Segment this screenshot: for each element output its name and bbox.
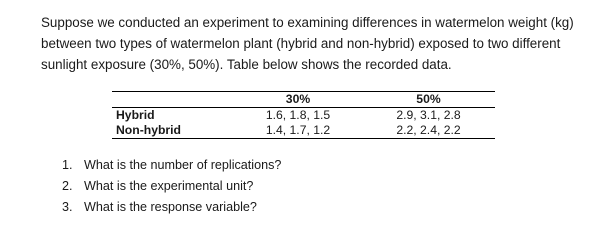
list-item <box>62 155 281 176</box>
table-cell: 1.4, 1.7, 1.2 <box>234 123 362 139</box>
question-number: 2. <box>62 179 73 193</box>
table-cell: 2.2, 2.4, 2.2 <box>362 123 495 139</box>
table-cell: 2.9, 3.1, 2.8 <box>396 108 461 122</box>
question-text: What is the number of replications? <box>84 158 282 172</box>
intro-paragraph <box>41 12 601 75</box>
table-row <box>112 123 495 139</box>
question-number: 3. <box>62 200 73 214</box>
question-text: What is the experimental unit? <box>84 179 254 193</box>
row-label: Non-hybrid <box>112 123 234 139</box>
question-text: What is the response variable? <box>84 200 257 214</box>
list-item <box>62 197 281 218</box>
table-cell: 1.6, 1.8, 1.5 <box>265 108 331 122</box>
table-header-row <box>112 92 495 108</box>
intro-line: Suppose we conducted an experiment to examining differences in watermelon weight (kg) <box>41 15 574 30</box>
table-row <box>112 108 495 124</box>
question-list <box>62 155 281 218</box>
list-item <box>62 176 281 197</box>
table-header-cell: 50% <box>362 92 495 108</box>
table-header-cell: 30% <box>234 92 362 108</box>
table-header-cell <box>112 92 234 108</box>
row-label: Hybrid <box>116 108 155 122</box>
intro-line: between two types of watermelon plant (hybrid and non-hybrid) exposed to two different <box>41 36 561 51</box>
data-table <box>112 91 495 139</box>
question-number: 1. <box>62 158 73 172</box>
intro-line: sunlight exposure (30%, 50%). Table below shows the recorded data. <box>41 57 452 72</box>
